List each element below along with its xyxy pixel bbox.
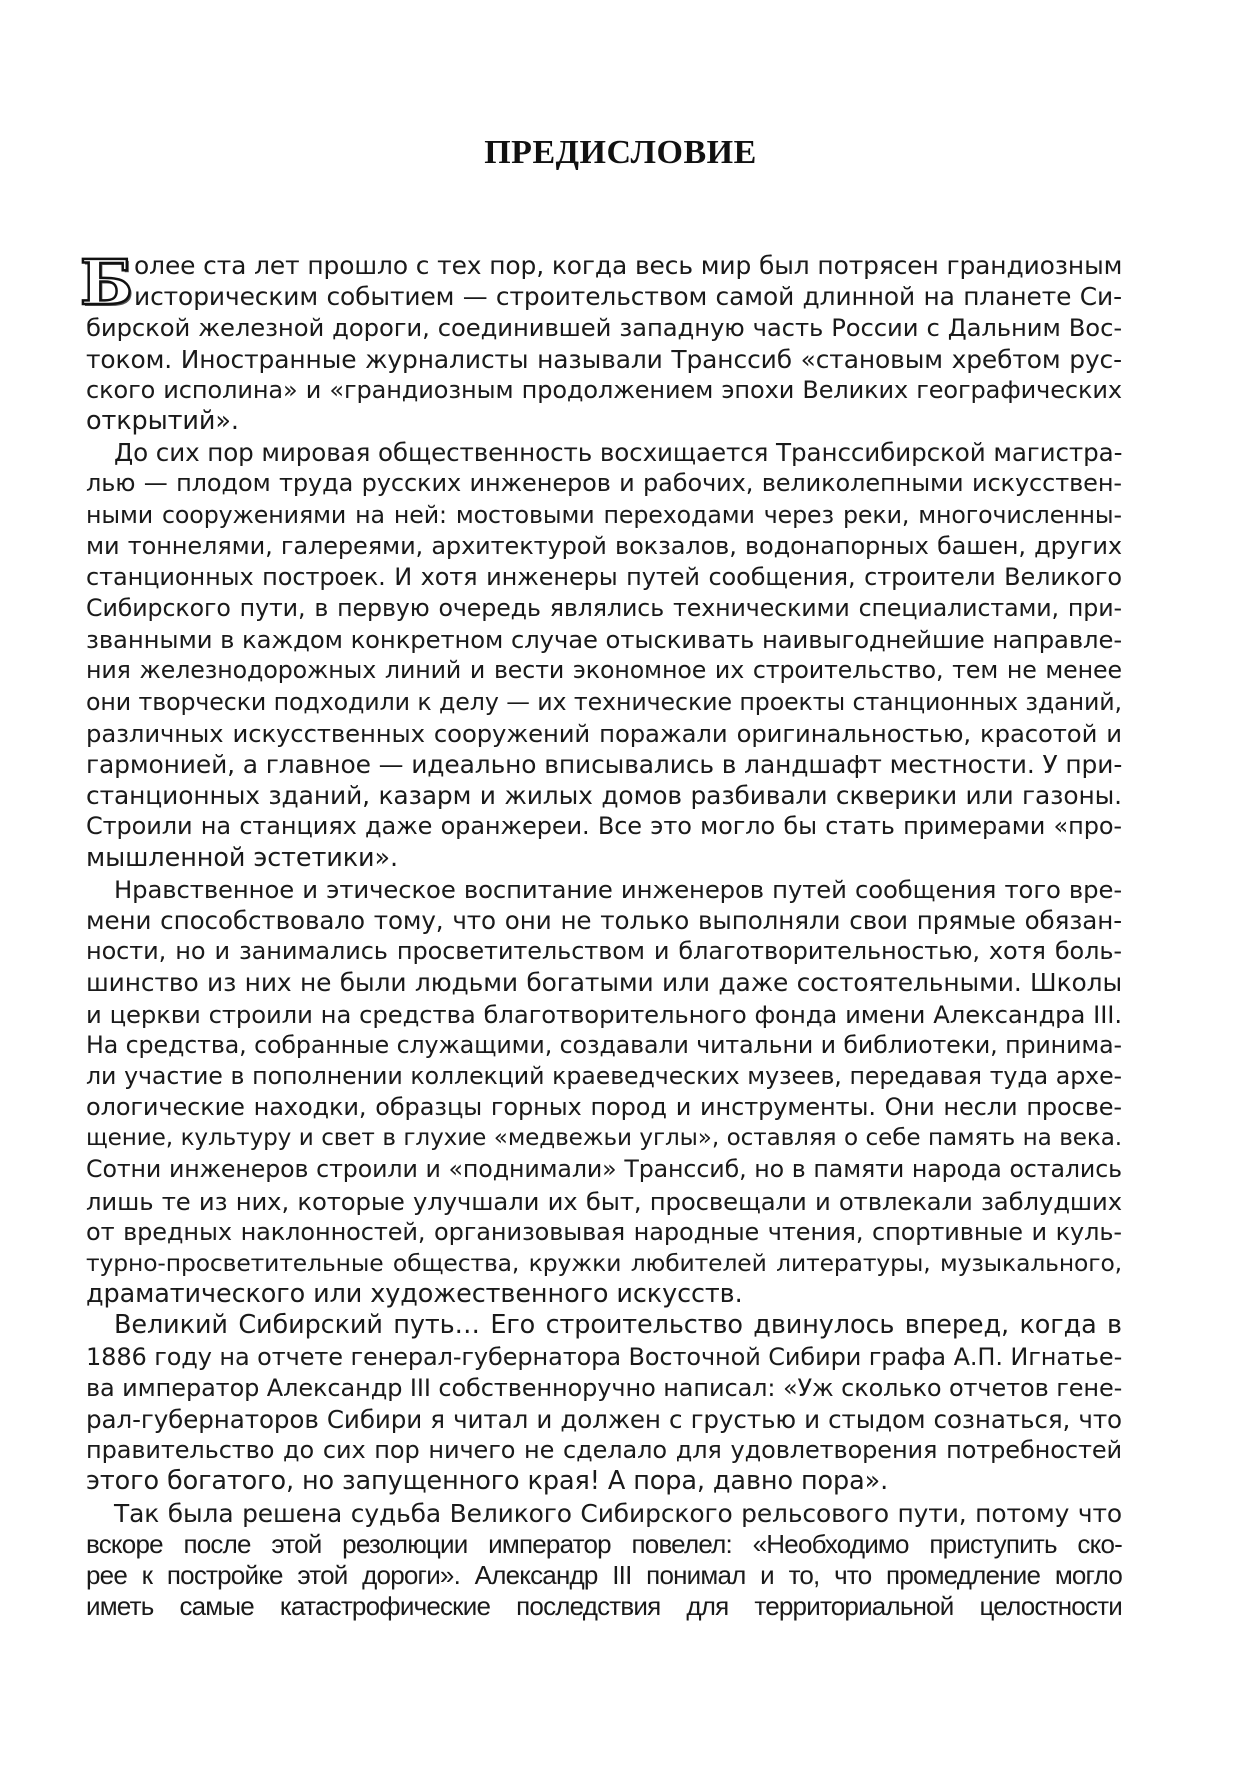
text-line: ли участие в пополнении коллекций краеведческих музеев, передавая туда архе- (86, 1061, 1122, 1090)
text-line: мени способствовало тому, что они не только выполняли свои прямые обязан- (86, 905, 1122, 935)
text-line: ния железнодорожных линий и вести экономное их строительство, тем не менее (86, 656, 1122, 685)
text-line: рал-губернаторов Сибири я читал и должен с грустью и стыдом сознаться, что (86, 1404, 1122, 1434)
text-line: На средства, собранные служащими, создавали читальни и библиотеки, принима- (86, 1030, 1122, 1059)
text-line: 1886 году на отчете генерал-губернатора Восточной Сибири графа А.П. Игнатье- (86, 1342, 1123, 1371)
text-line: бирской железной дороги, соединившей западную часть России с Дальним Вос- (86, 313, 1122, 343)
text-line: лью — плодом труда русских инженеров и рабочих, великолепными искусствен- (86, 469, 1122, 498)
text-line: ологические находки, образцы горных пород и инструменты. Они несли просве- (86, 1093, 1122, 1122)
text-line: и церкви строили на средства благотворительного фонда имени Александра III. (86, 999, 1122, 1029)
text-line: вскоре после этой резолюции император повелел: «Необходимо приступить ско- (86, 1528, 1122, 1559)
text-line: ности, но и занимались просветительством и благотворительностью, хотя боль- (86, 937, 1122, 966)
text-line: Нравственное и этическое воспитание инженеров путей сообщения того вре- (114, 874, 1122, 904)
text-line: током. Иностранные журналисты называли Транссиб «становым хребтом рус- (86, 344, 1122, 374)
text-line: они творчески подходили к делу — их технические проекты станционных зданий, (86, 687, 1122, 716)
text-line: драматического или художественного искусств. (86, 1279, 743, 1310)
text-line: турно-просветительные общества, кружки любителей литературы, музыкального, (86, 1249, 1122, 1277)
text-line: правительство до сих пор ничего не сделало для удовлетворения потребностей (86, 1436, 1122, 1465)
text-line: рее к постройке этой дороги». Александр III понимал и то, что промедление могло (86, 1559, 1122, 1590)
text-line: станционных построек. И хотя инженеры путей сообщения, строители Великого (86, 562, 1122, 591)
text-line: ва император Александр III собственноручно написал: «Уж сколько отчетов гене- (86, 1373, 1123, 1402)
text-line: Сибирского пути, в первую очередь являлись техническими специалистами, при- (86, 594, 1122, 623)
body-text (80, 246, 1123, 1622)
text-line: открытий». (86, 405, 239, 436)
page-title: ПРЕДИСЛОВИЕ (484, 134, 757, 171)
text-line: Сотни инженеров строили и «поднимали» Транссиб, но в памяти народа остались (86, 1155, 1122, 1184)
text-line: ского исполина» и «грандиозным продолжением эпохи Великих географических (86, 375, 1122, 404)
text-line: лишь те из них, которые улучшали их быт, просвещали и отвлекали заблудших (86, 1186, 1122, 1216)
text-line: от вредных наклонностей, организовывая народные чтения, спортивные и куль- (86, 1217, 1122, 1246)
text-line: званными в каждом конкретном случае отыскивать наивыгоднейшие направле- (86, 625, 1122, 655)
text-line: различных искусственных сооружений поражали оригинальностью, красотой и (86, 718, 1122, 748)
text-line: станционных зданий, казарм и жилых домов разбивали скверики или газоны. (86, 781, 1122, 811)
text-line: ми тоннелями, галереями, архитектурой вокзалов, водонапорных башен, других (86, 531, 1122, 560)
text-line: ными сооружениями на ней: мостовыми переходами через реки, многочисленны- (86, 500, 1122, 529)
text-line: иметь самые катастрофические последствия для территориальной целостности (86, 1591, 1122, 1622)
text-line: историческим событием — строительством самой длинной на планете Си- (134, 282, 1122, 312)
text-line: Так была решена судьба Великого Сибирского рельсового пути, потому что (114, 1498, 1122, 1528)
text-line: До сих пор мировая общественность восхищается Транссибирской магистра- (114, 438, 1123, 468)
text-line: олее ста лет прошло с тех пор, когда весь мир был потрясен грандиозным (134, 251, 1123, 280)
text-line: этого богатого, но запущенного края! А пора, давно пора». (86, 1466, 889, 1497)
text-line: мышленной эстетики». (86, 842, 398, 873)
text-line: Великий Сибирский путь… Его строительство двинулось вперед, когда в (114, 1310, 1122, 1341)
text-line: щение, культуру и свет в глухие «медвежьи углы», оставляя о себе память на века. (86, 1125, 1122, 1152)
drop-cap-letter: Б (80, 246, 133, 319)
text-line: Строили на станциях даже оранжереи. Все это могло бы стать примерами «про- (86, 812, 1122, 841)
text-line: гармонией, а главное — идеально вписывались в ландшафт местности. У при- (86, 750, 1123, 779)
text-line: шинство из них не были людьми богатыми или даже состоятельными. Школы (86, 968, 1122, 998)
